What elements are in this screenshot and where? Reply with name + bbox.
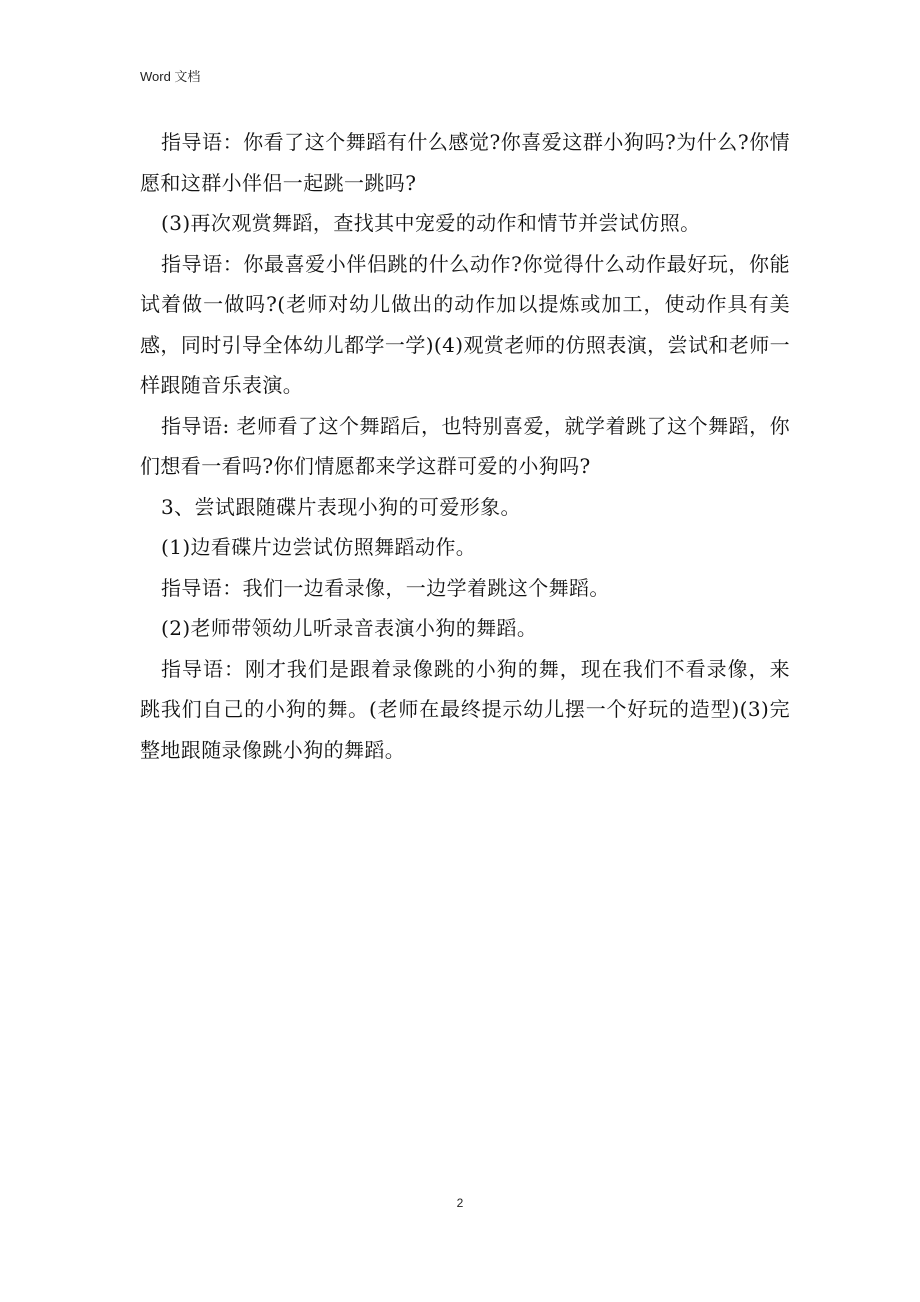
paragraph: 指导语：我们一边看录像，一边学着跳这个舞蹈。 bbox=[161, 575, 610, 600]
paragraph: 3、尝试跟随碟片表现小狗的可爱形象。 bbox=[161, 494, 521, 519]
paragraph: (2)老师带领幼儿听录音表演小狗的舞蹈。 bbox=[161, 616, 538, 640]
paragraph: 指导语：你看了这个舞蹈有什么感觉?你喜爱这群小狗吗?为什么?你情愿和这群小伴侣一起跳一跳吗? bbox=[140, 130, 790, 195]
paragraph: (3)再次观赏舞蹈，查找其中宠爱的动作和情节并尝试仿照。 bbox=[161, 211, 701, 235]
document-header: Word 文档 bbox=[140, 69, 201, 84]
paragraph: 指导语：你最喜爱小伴侣跳的什么动作?你觉得什么动作最好玩，你能试着做一做吗?(老师对幼儿做出的动作加以提炼或加工，使动作具有美感，同时引导全体幼儿都学一学)(4)观赏老师的仿照表演，尝试和老师一样跟随音乐表演。 bbox=[140, 251, 790, 397]
paragraph: 指导语：刚才我们是跟着录像跳的小狗的舞，现在我们不看录像，来跳我们自己的小狗的舞。(老师在最终提示幼儿摆一个好玩的造型)(3)完整地跟随录像跳小狗的舞蹈。 bbox=[140, 656, 790, 762]
document-body bbox=[140, 122, 790, 770]
paragraph: 指导语: 老师看了这个舞蹈后，也特别喜爱，就学着跳了这个舞蹈，你们想看一看吗?你们情愿都来学这群可爱的小狗吗? bbox=[140, 413, 790, 478]
page-number: 2 bbox=[456, 1196, 464, 1210]
paragraph: (1)边看碟片边尝试仿照舞蹈动作。 bbox=[161, 535, 477, 559]
